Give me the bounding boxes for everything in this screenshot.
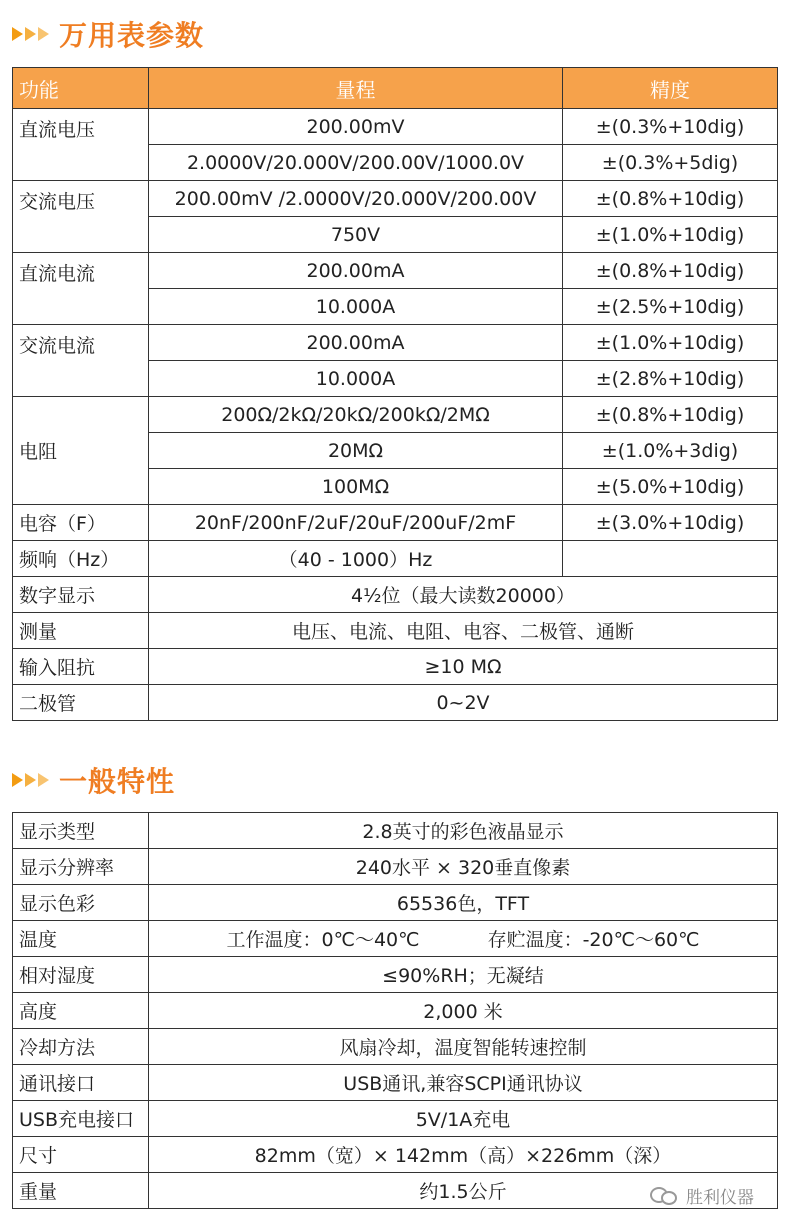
accuracy-cell: ±(2.8%+10dig) xyxy=(563,361,778,397)
row-label: 频响（Hz） xyxy=(13,541,149,577)
header-function: 功能 xyxy=(13,68,149,109)
value-cell: USB通讯,兼容SCPI通讯协议 xyxy=(149,1065,778,1101)
table-row xyxy=(13,649,778,685)
multimeter-params-table xyxy=(12,67,778,721)
row-label: 电阻 xyxy=(13,397,149,505)
general-specs-table xyxy=(12,812,778,1209)
row-label: 测量 xyxy=(13,613,149,649)
row-label: 温度 xyxy=(13,921,149,957)
accuracy-cell: ±(1.0%+10dig) xyxy=(563,217,778,253)
value-cell: 65536色，TFT xyxy=(149,885,778,921)
table-row xyxy=(13,885,778,921)
table-row xyxy=(13,685,778,721)
row-label: 高度 xyxy=(13,993,149,1029)
accuracy-cell: ±(0.8%+10dig) xyxy=(563,181,778,217)
row-label: 尺寸 xyxy=(13,1137,149,1173)
range-cell: 10.000A xyxy=(149,361,563,397)
range-cell: 200.00mV xyxy=(149,109,563,145)
range-cell: （40 - 1000）Hz xyxy=(149,541,563,577)
table-row xyxy=(13,181,778,217)
header-accuracy: 精度 xyxy=(563,68,778,109)
watermark-text: 胜利仪器 xyxy=(686,1187,754,1208)
storage-temp: 存贮温度：-20℃～60℃ xyxy=(487,929,700,951)
table-row xyxy=(13,957,778,993)
value-cell: 约1.5公斤 xyxy=(149,1173,778,1209)
row-label: 重量 xyxy=(13,1173,149,1209)
header-range: 量程 xyxy=(149,68,563,109)
range-cell: 200Ω/2kΩ/20kΩ/200kΩ/2MΩ xyxy=(149,397,563,433)
section-title-general xyxy=(12,760,175,800)
row-label: 冷却方法 xyxy=(13,1029,149,1065)
accuracy-cell: ±(1.0%+10dig) xyxy=(563,325,778,361)
value-cell: 电压、电流、电阻、电容、二极管、通断 xyxy=(149,613,778,649)
table-header-row xyxy=(13,68,778,109)
table-row xyxy=(13,325,778,361)
row-label: 二极管 xyxy=(13,685,149,721)
row-label: 显示类型 xyxy=(13,813,149,849)
wechat-icon xyxy=(650,1185,680,1205)
row-label: USB充电接口 xyxy=(13,1101,149,1137)
value-cell: ≥10 MΩ xyxy=(149,649,778,685)
row-label: 交流电压 xyxy=(13,181,149,253)
triple-arrow-icon xyxy=(12,27,51,41)
range-cell: 2.0000V/20.000V/200.00V/1000.0V xyxy=(149,145,563,181)
value-cell: 5V/1A充电 xyxy=(149,1101,778,1137)
section-title-text: 万用表参数 xyxy=(59,19,205,52)
row-label: 直流电流 xyxy=(13,253,149,325)
watermark xyxy=(650,1182,754,1208)
value-cell: 82mm（宽）× 142mm（高）×226mm（深） xyxy=(149,1137,778,1173)
accuracy-cell: ±(3.0%+10dig) xyxy=(563,505,778,541)
table-row xyxy=(13,1101,778,1137)
table-row xyxy=(13,253,778,289)
row-label: 显示色彩 xyxy=(13,885,149,921)
accuracy-cell: ±(0.8%+10dig) xyxy=(563,253,778,289)
range-cell: 100MΩ xyxy=(149,469,563,505)
value-cell xyxy=(149,921,778,957)
accuracy-cell: ±(5.0%+10dig) xyxy=(563,469,778,505)
row-label: 电容（F） xyxy=(13,505,149,541)
range-cell: 200.00mV /2.0000V/20.000V/200.00V xyxy=(149,181,563,217)
table-row xyxy=(13,1137,778,1173)
range-cell: 10.000A xyxy=(149,289,563,325)
accuracy-cell xyxy=(563,541,778,577)
table-row xyxy=(13,505,778,541)
table-row xyxy=(13,577,778,613)
value-cell: ≤90%RH；无凝结 xyxy=(149,957,778,993)
accuracy-cell: ±(0.8%+10dig) xyxy=(563,397,778,433)
table-row xyxy=(13,813,778,849)
row-label: 直流电压 xyxy=(13,109,149,181)
accuracy-cell: ±(1.0%+3dig) xyxy=(563,433,778,469)
row-label: 输入阻抗 xyxy=(13,649,149,685)
table-row xyxy=(13,849,778,885)
table-row xyxy=(13,1029,778,1065)
table-row xyxy=(13,1065,778,1101)
value-cell: 4½位（最大读数20000） xyxy=(149,577,778,613)
value-cell: 风扇冷却，温度智能转速控制 xyxy=(149,1029,778,1065)
value-cell: 2.8英寸的彩色液晶显示 xyxy=(149,813,778,849)
table-row xyxy=(13,613,778,649)
table-row xyxy=(13,541,778,577)
table-row xyxy=(13,397,778,433)
range-cell: 200.00mA xyxy=(149,253,563,289)
value-cell: 0~2V xyxy=(149,685,778,721)
value-cell: 240水平 × 320垂直像素 xyxy=(149,849,778,885)
section-title-text: 一般特性 xyxy=(59,765,176,798)
accuracy-cell: ±(0.3%+5dig) xyxy=(563,145,778,181)
row-label: 显示分辨率 xyxy=(13,849,149,885)
section-title-multimeter xyxy=(12,14,204,54)
value-cell: 2,000 米 xyxy=(149,993,778,1029)
accuracy-cell: ±(2.5%+10dig) xyxy=(563,289,778,325)
table-row xyxy=(13,993,778,1029)
row-label: 交流电流 xyxy=(13,325,149,397)
accuracy-cell: ±(0.3%+10dig) xyxy=(563,109,778,145)
operating-temp: 工作温度：0℃～40℃ xyxy=(226,929,420,951)
row-label: 数字显示 xyxy=(13,577,149,613)
range-cell: 20nF/200nF/2uF/20uF/200uF/2mF xyxy=(149,505,563,541)
range-cell: 20MΩ xyxy=(149,433,563,469)
range-cell: 200.00mA xyxy=(149,325,563,361)
table-row xyxy=(13,921,778,957)
table-row xyxy=(13,109,778,145)
row-label: 通讯接口 xyxy=(13,1065,149,1101)
row-label: 相对湿度 xyxy=(13,957,149,993)
range-cell: 750V xyxy=(149,217,563,253)
triple-arrow-icon xyxy=(12,773,51,787)
